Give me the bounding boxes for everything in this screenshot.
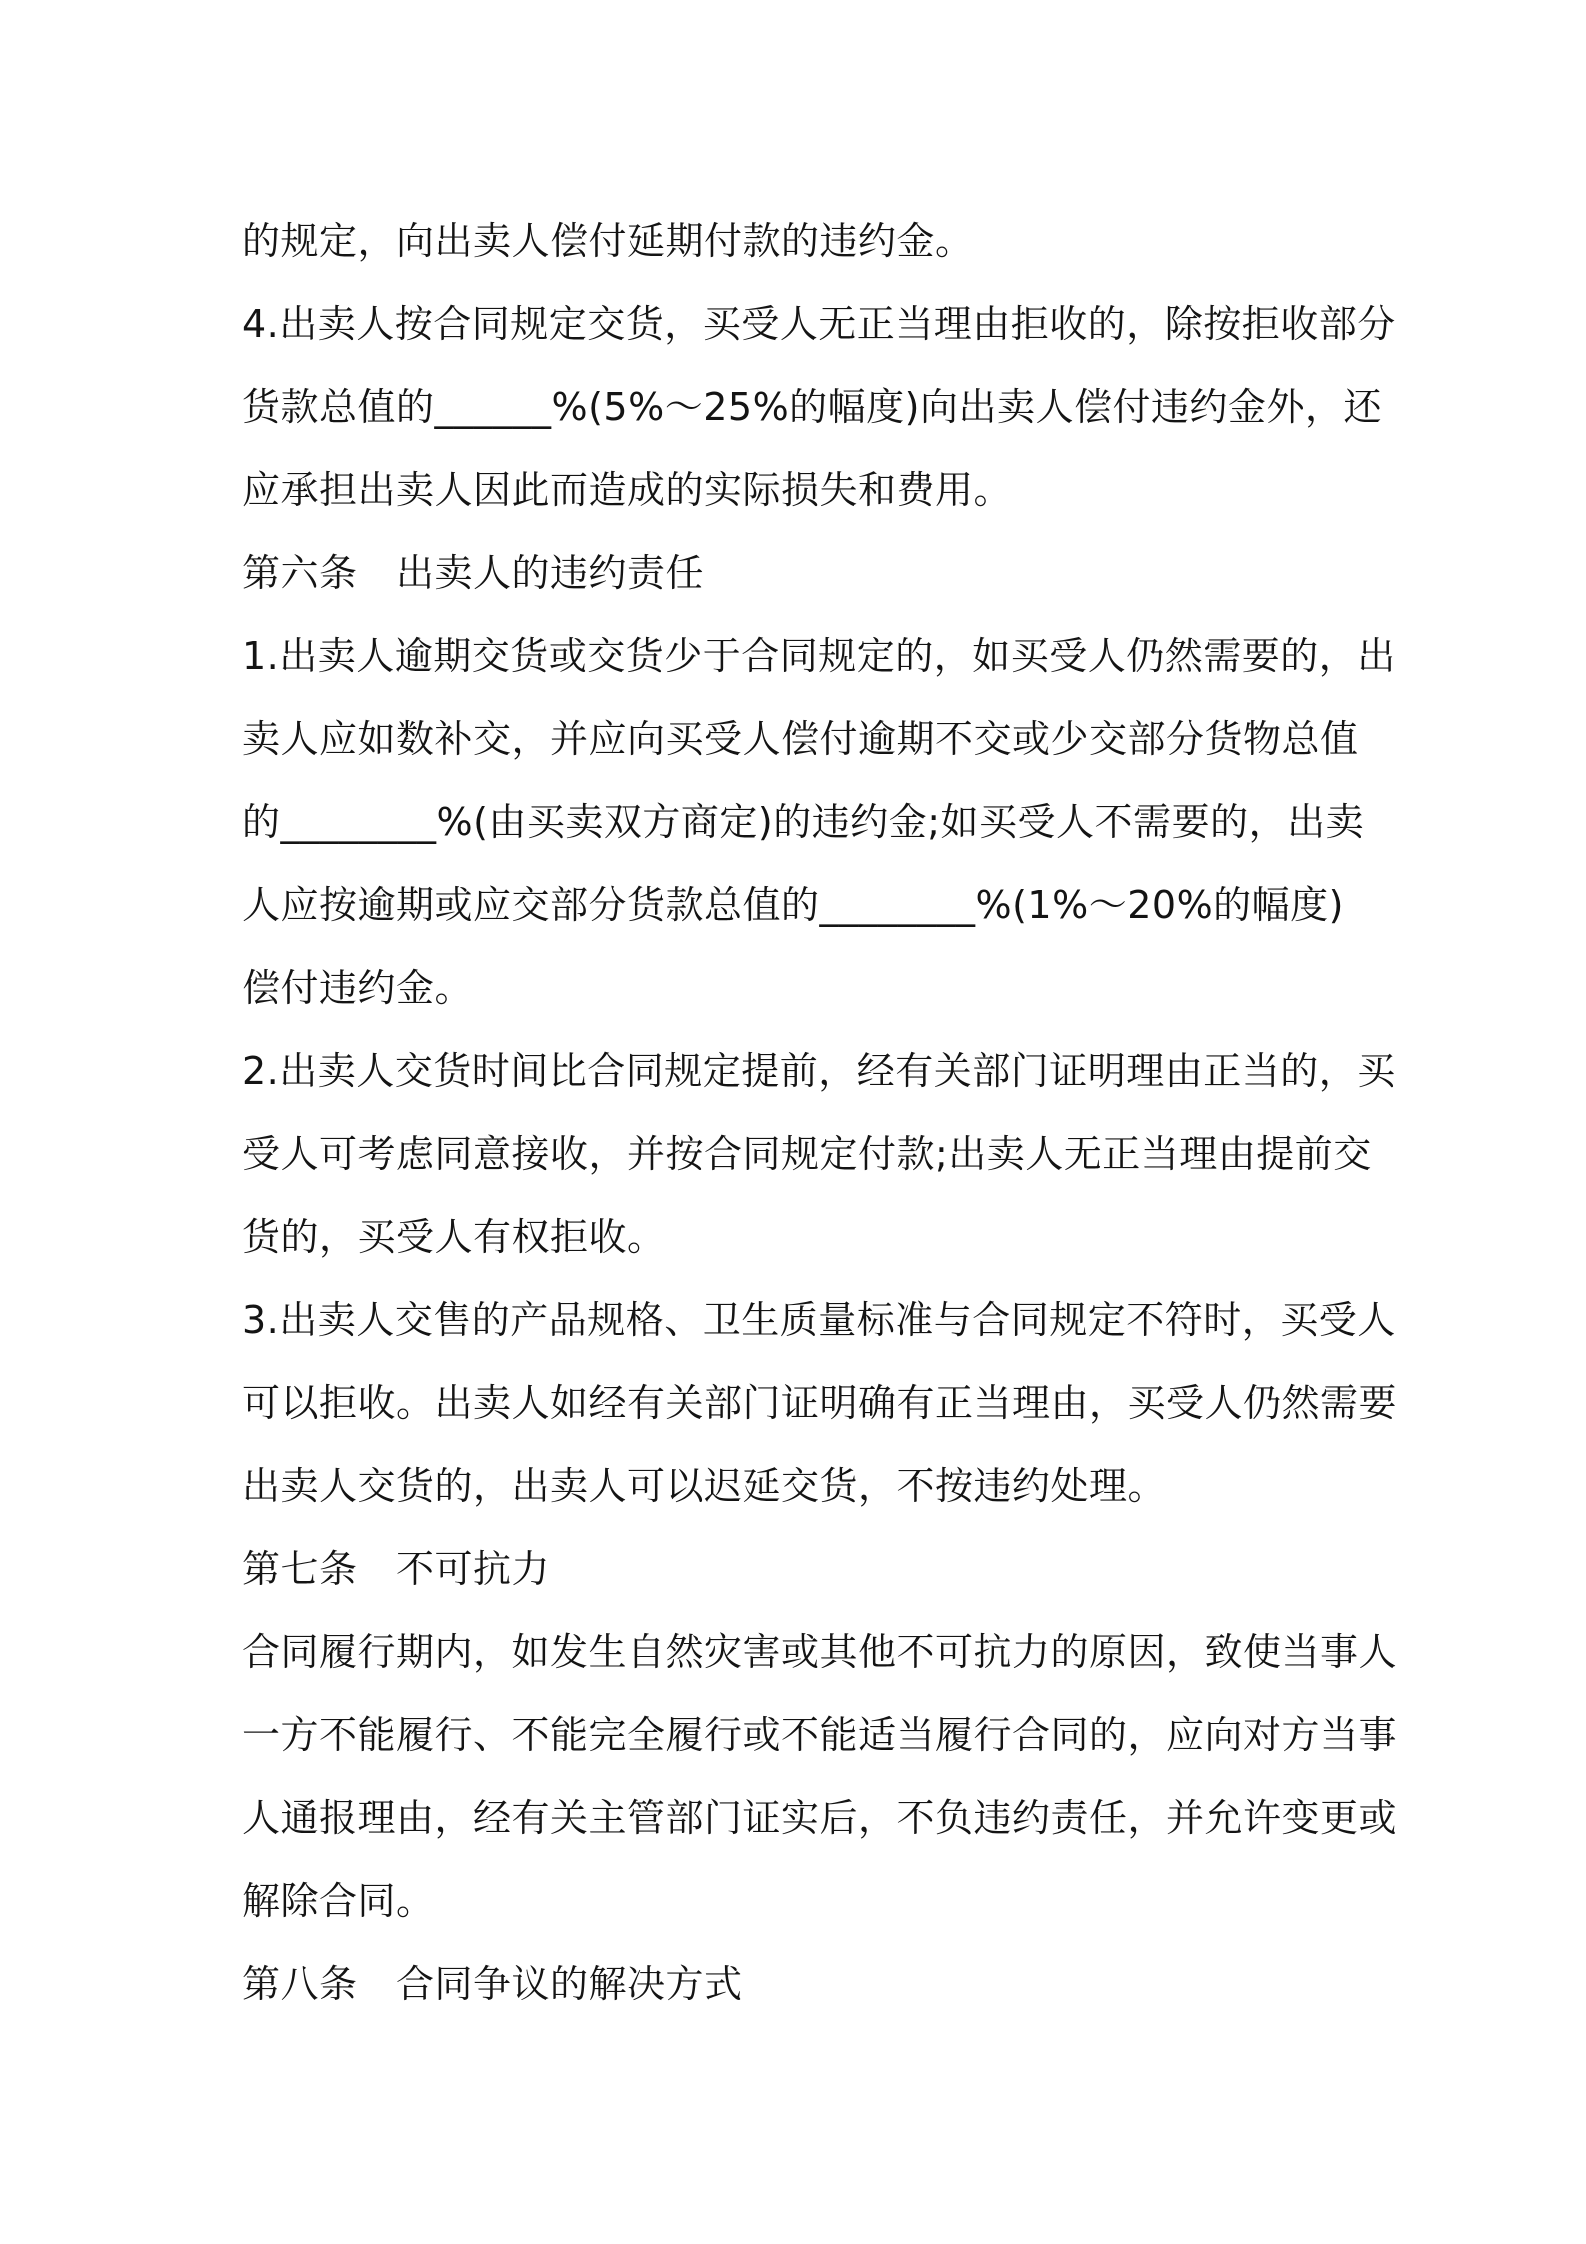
paragraph-line: 可以拒收。出卖人如经有关部门证明确有正当理由，买受人仍然需要 xyxy=(242,1381,1398,1425)
paragraph-line: 2.出卖人交货时间比合同规定提前，经有关部门证明理由正当的，买 xyxy=(242,1049,1396,1093)
paragraph-line: 应承担出卖人因此而造成的实际损失和费用。 xyxy=(242,468,1013,512)
section-heading-8: 第八条 合同争议的解决方式 xyxy=(242,1962,743,2006)
paragraph-line: 货的，买受人有权拒收。 xyxy=(242,1215,666,1259)
paragraph-line: 偿付违约金。 xyxy=(242,966,474,1010)
paragraph-line: 人应按逾期或应交部分货款总值的________%(1%～20%的幅度) xyxy=(242,883,1345,927)
paragraph-line: 解除合同。 xyxy=(242,1879,435,1923)
paragraph-line: 人通报理由，经有关主管部门证实后，不负违约责任，并允许变更或 xyxy=(242,1796,1398,1840)
paragraph-line: 一方不能履行、不能完全履行或不能适当履行合同的，应向对方当事 xyxy=(242,1713,1398,1757)
paragraph-line: 4.出卖人按合同规定交货，买受人无正当理由拒收的，除按拒收部分 xyxy=(242,302,1396,346)
section-heading-7: 第七条 不可抗力 xyxy=(242,1547,551,1591)
paragraph-line: 出卖人交货的，出卖人可以迟延交货，不按违约处理。 xyxy=(242,1464,1167,1508)
document-page xyxy=(242,200,1398,2026)
paragraph-line: 1.出卖人逾期交货或交货少于合同规定的，如买受人仍然需要的，出 xyxy=(242,634,1396,678)
paragraph-line: 受人可考虑同意接收，并按合同规定付款;出卖人无正当理由提前交 xyxy=(242,1132,1372,1176)
paragraph-line: 货款总值的______%(5%～25%的幅度)向出卖人偿付违约金外，还 xyxy=(242,385,1383,429)
paragraph-line: 的________%(由买卖双方商定)的违约金;如买受人不需要的，出卖 xyxy=(242,800,1365,844)
paragraph-line: 3.出卖人交售的产品规格、卫生质量标准与合同规定不符时，买受人 xyxy=(242,1298,1396,1342)
section-heading-6: 第六条 出卖人的违约责任 xyxy=(242,551,705,595)
paragraph-line: 合同履行期内，如发生自然灾害或其他不可抗力的原因，致使当事人 xyxy=(242,1630,1398,1674)
paragraph-line: 卖人应如数补交，并应向买受人偿付逾期不交或少交部分货物总值 xyxy=(242,717,1359,761)
paragraph-line: 的规定，向出卖人偿付延期付款的违约金。 xyxy=(242,219,974,263)
